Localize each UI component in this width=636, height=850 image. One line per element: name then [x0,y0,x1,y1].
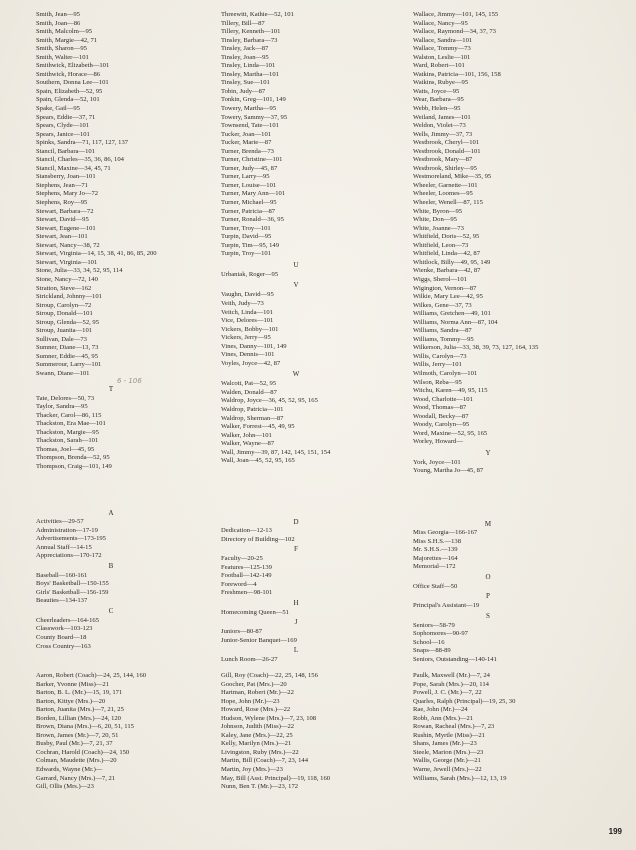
index-entry: Hartman, Robert (Mr.)—22 [221,689,294,697]
index-entry: Stancil, Barbara—101 [36,147,95,155]
index-entry: Busby, Paul (Mr.)—7, 21, 37 [36,740,113,748]
index-entry: Spears, Clyde—101 [36,122,90,130]
index-entry: Spears, Eddie—37, 71 [36,113,96,121]
index-entry: Powell, J. C. (Mr.)—7, 22 [413,689,482,697]
topic-entry: Mr. S.H.S.—139 [413,546,458,554]
faculty-index-column-3 [413,672,515,783]
index-entry: Word, Maxine—52, 95, 165 [413,429,488,437]
index-entry: Robb, Ann (Mrs.)—21 [413,714,474,722]
index-entry: Urbaniak, Roger—95 [221,270,279,278]
index-entry: Tinsley, Jack—87 [221,45,269,53]
index-entry: Smith, Joan—86 [36,19,81,27]
index-entry: Williams, Norma Ann—87, 104 [413,318,498,326]
index-entry: Spain, Glenda—52, 101 [36,96,100,104]
index-entry: Westbrook, Donald—101 [413,147,481,155]
index-entry: White, Byron—95 [413,207,463,215]
index-entry: Warne, Jewell (Mrs.)—22 [413,766,482,774]
topic-entry: Freshmen—98-101 [221,589,273,597]
topic-entry: Beauties—134-137 [36,597,88,605]
index-entry: Pope, Sarah (Mrs.)—20, 114 [413,680,489,688]
index-entry: Stewart, Barbara—72 [36,207,94,215]
index-entry: Wigington, Vernon—87 [413,284,477,292]
index-entry: Williams, Gretchen—49, 101 [413,310,491,318]
index-entry: Waldrop, Joyce—36, 45, 52, 95, 165 [221,397,318,405]
letter-heading-y: Y [485,448,491,457]
index-entry: Stewart, Virginia—101 [36,258,98,266]
index-entry: Tucker, Joan—101 [221,130,272,138]
index-entry: Wilson, Reba—95 [413,378,462,386]
index-entry: Turner, Larry—95 [221,173,270,181]
topic-entry: Seniors—58-79 [413,621,455,629]
index-entry: Wallace, Tommy—73 [413,45,471,53]
index-entry: Stewart, Eugene—101 [36,224,96,232]
index-entry: Tobin, Judy—87 [221,87,266,95]
index-entry: Stratton, Steve—162 [36,284,92,292]
topic-letter-heading: S [486,611,490,620]
index-entry: Turner, Michael—95 [221,199,277,207]
topic-letter-heading: J [294,618,298,627]
index-entry: Sumner, Eddie—45, 95 [36,352,99,360]
topic-entry: Girls' Basketball—156-159 [36,588,109,596]
index-entry: Shans, James (Mr.)—23 [413,740,477,748]
index-entry: Walker, John—101 [221,431,272,439]
topic-letter-heading: A [108,509,114,517]
index-entry: Sumner, Diane—13, 73 [36,344,99,352]
index-entry: Wilkie, Mary Lee—42, 95 [413,293,483,301]
topic-letter-heading: O [485,572,491,581]
index-entry: Wear, Barbara—95 [413,96,464,104]
index-entry: Wall, Joan—45, 52, 95, 165 [221,457,295,465]
index-entry: Stone, Julia—33, 34, 52, 95, 114 [36,267,123,275]
index-entry: Wilkerson, Julia—33, 38, 39, 73, 127, 164, 135 [413,344,539,352]
index-entry: Southern, Donna Lee—101 [36,79,109,87]
index-entry: Thompson, Brenda—52, 95 [36,454,110,462]
topic-entry: Snaps—88-89 [413,647,451,655]
index-entry: Stancil, Charles—35, 36, 86, 104 [36,156,124,164]
index-entry: Walker, Wayne—87 [221,440,275,448]
index-entry: Barton, Juanita (Mrs.)—7, 21, 25 [36,706,124,714]
index-entry: Turner, Louise—101 [221,181,277,189]
index-entry: Waldrop, Patricia—101 [221,405,284,413]
topic-entry: Lunch Room—26-27 [221,656,278,664]
letter-heading-v: V [293,281,299,290]
index-entry: Turner, Ronald—36, 95 [221,216,284,224]
index-entry: Wilmoth, Carolyn—101 [413,369,478,377]
index-entry: Ward, Robert—101 [413,62,465,70]
index-entry: Turner, Christine—101 [221,156,283,164]
topic-entry: Cheerleaders—164-165 [36,616,99,624]
index-entry: Woody, Carolyn—95 [413,421,470,429]
topic-entry: County Board—18 [36,634,87,642]
index-entry: Strickland, Johnny—101 [36,293,102,301]
index-entry: Smithwick, Elizabeth—101 [36,62,110,70]
index-entry: Smith, Margie—42, 71 [36,36,98,44]
topic-letter-heading: M [484,520,492,528]
index-entry: Walker, Forrest—45, 49, 95 [221,423,295,431]
index-entry: Walcott, Pat—52, 95 [221,380,277,388]
index-entry: Barker, Yvonne (Miss)—21 [36,680,109,688]
index-entry: Towery, Martha—95 [221,105,277,113]
index-entry: Swann, Diane—101 [36,369,90,377]
index-entry: Johnson, Judith (Miss)—22 [221,723,295,731]
index-entry: Stone, Nancy—72, 140 [36,275,98,283]
topic-letter-heading: F [294,545,298,554]
index-entry: Smith, Walter—101 [36,53,89,61]
index-entry: Vice, Delores—101 [221,317,274,325]
index-entry: Worley, Howard— [413,438,463,446]
index-entry: Stewart, Virginia—14, 15, 38, 41, 86, 85, 200 [36,250,157,258]
topic-entry: Activities—29-57 [36,518,84,525]
index-entry: Vines, Danny—101, 149 [221,342,287,350]
index-entry: Turner, Patricia—87 [221,207,276,215]
index-entry: Taylor, Sandra—95 [36,403,88,411]
index-entry: Rowan, Racheal (Mrs.)—7, 23 [413,723,495,731]
index-entry: Brown, James (Mr.)—7, 20, 51 [36,731,119,739]
index-entry: Vickers, Jerry—95 [221,334,271,342]
topic-entry: Miss Georgia—166-167 [413,529,478,536]
index-entry: Tonkin, Greg—101, 149 [221,96,286,104]
index-entry: Howard, Rose (Mrs.)—22 [221,706,291,714]
topic-entry: Principal's Assistant—19 [413,602,480,610]
index-entry: Young, Martha Jo—45, 87 [413,467,484,475]
faculty-index-column-2 [221,672,330,792]
student-index-column-3 [413,11,563,476]
index-entry: Garrard, Nancy (Mrs.)—7, 21 [36,774,116,782]
index-entry: Wheeler, Loomes—95 [413,190,473,198]
index-entry: Williams, Sarah (Mrs.)—12, 13, 19 [413,774,507,782]
topic-entry: Dedication—12-13 [221,527,272,534]
index-entry: Wallace, Raymond—34, 37, 73 [413,28,496,36]
index-entry: Thackston, Era Mae—101 [36,420,106,428]
index-entry: Turner, Judy—45, 87 [221,164,278,172]
index-entry: Webb, Helen—95 [413,105,461,113]
index-entry: Wallace, Jimmy—101, 145, 155 [413,11,499,18]
topic-letter-heading: H [293,598,299,607]
topic-entry: Football—142-149 [221,572,272,580]
index-entry: Edwards, Wayne (Mr.)— [36,766,103,774]
topic-entry: Sophomores—90-97 [413,630,468,638]
index-entry: Thompson, Craig—101, 149 [36,462,112,470]
index-entry: Kelly, Marilyn (Mrs.)—21 [221,740,292,748]
index-entry: Westmoreland, Mike—35, 95 [413,173,492,181]
index-entry: Thackston, Sarah—101 [36,437,99,445]
index-entry: Wheeler, Garnette—101 [413,181,478,189]
topic-entry: Junior-Senior Banquet—169 [221,636,297,644]
index-entry: Kaley, Jane (Mrs.)—22, 25 [221,731,293,739]
letter-heading-w: W [292,370,300,379]
index-entry: Whitfield, Linda—42, 87 [413,250,481,258]
index-entry: Weiland, James—101 [413,113,471,121]
index-entry: Rae, John (Mr.)—24 [413,706,468,714]
index-entry: Summerour, Larry—101 [36,361,102,369]
index-entry: Nunn, Ben T. (Mr.)—23, 172 [221,783,299,791]
index-entry: York, Joyce—101 [413,458,461,466]
index-entry: Westbrook, Cheryl—101 [413,139,480,147]
topic-entry: Administration—17-19 [36,526,98,534]
index-entry: Aaron, Robert (Coach)—24, 25, 144, 160 [36,672,147,679]
index-entry: Walden, Donald—87 [221,388,277,396]
topic-entry: Baseball—160-161 [36,571,88,579]
index-entry: Williams, Sandra—87 [413,327,472,335]
index-entry: Wienke, Barbara—42, 87 [413,267,481,275]
index-entry: Tinsley, Martha—101 [221,70,279,78]
topic-letter-heading: L [293,646,299,655]
index-entry: Wood, Thomas—87 [413,404,467,412]
index-entry: Turner, Brenda—73 [221,147,274,155]
index-entry: Wells, Jimmy—37, 73 [413,130,473,138]
index-entry: Thomas, Joel—45, 95 [36,445,95,453]
index-entry: Gill, Roy (Coach)—22, 25, 148, 156 [221,672,318,679]
topic-entry: Office Staff—50 [413,582,458,590]
index-entry: Watkins, Patricia—101, 156, 158 [413,70,501,78]
index-entry: Gill, Ollis (Mrs.)—23 [36,783,94,791]
index-entry: Willis, Carolyn—73 [413,352,467,360]
index-entry: Tinsley, Sue—101 [221,79,270,87]
index-entry: Barton, B. L. (Mr.)—15, 19, 171 [36,689,123,697]
index-entry: Barton, Kittye (Mrs.)—20 [36,697,106,705]
index-entry: Westbrook, Shirley—95 [413,164,477,172]
index-entry: Thackston, Margie—95 [36,428,99,436]
topic-entry: Seniors, Outstanding—140-141 [413,656,497,664]
index-entry: Smith, Malcolm—95 [36,28,93,36]
topic-letter-heading: C [108,606,114,615]
topic-entry: Juniors—80-87 [221,628,263,636]
index-entry: Stroup, Donald—101 [36,310,93,318]
index-entry: Smith, Jean—95 [36,11,80,18]
index-entry: Veitch, Linda—101 [221,308,274,316]
index-entry: Turpin, Tim—95, 149 [221,241,280,249]
index-entry: Tucker, Marie—87 [221,139,272,147]
index-entry: Stroup, Carolyn—72 [36,301,92,309]
topic-entry: Boys' Basketball—150-155 [36,580,109,588]
index-entry: Stancil, Maxine—34, 45, 71 [36,164,111,172]
index-entry: Brown, Diana (Mrs.)—6, 20, 51, 115 [36,723,134,731]
index-entry: Smith, Sharon—95 [36,45,87,53]
index-entry: Spain, Elizabeth—52, 95 [36,87,103,95]
index-entry: Stewart, David—95 [36,216,89,224]
index-entry: White, Joanne—73 [413,224,464,232]
topic-index-column-2 [221,518,371,665]
index-entry: Smithwick, Horace—86 [36,70,101,78]
topic-entry: Features—125-139 [221,563,272,571]
index-entry: Spears, Janice—101 [36,130,90,138]
index-entry: Walston, Leslie—101 [413,53,471,61]
index-entry: Turpin, Troy—101 [221,250,271,258]
topic-entry: Cross Country—163 [36,642,91,650]
pencil-annotation: 6 - 106 [117,377,142,385]
index-entry: Tate, Delores—50, 73 [36,394,95,402]
index-entry: Hope, John (Mr.)—23 [221,697,280,705]
topic-entry: Foreword—4 [221,580,257,588]
index-entry: May, Bill (Asst. Principal)—19, 118, 160 [221,774,331,782]
index-entry: Quarles, Ralph (Principal)—19, 25, 30 [413,697,516,705]
index-entry: Tinsley, Linda—101 [221,62,276,70]
index-entry: Stroup, Glenda—52, 95 [36,318,100,326]
topic-entry: School—16 [413,638,445,646]
index-entry: Tillery, Kenneth—101 [221,28,281,36]
index-entry: Wheeler, Wenell—87, 115 [413,199,483,207]
index-entry: Wood, Charlotte—101 [413,395,473,403]
index-entry: Weldon, Violet—73 [413,122,466,130]
index-entry: Wallace, Nancy—95 [413,19,468,27]
index-entry: Willis, Jerry—101 [413,361,462,369]
topic-entry: Miss S.H.S.—138 [413,537,462,545]
letter-heading-t: T [108,384,114,393]
index-entry: Stansberry, Joan—101 [36,173,96,181]
index-entry: Veith, Judy—73 [221,299,264,307]
index-entry: Threewitt, Kathie—52, 101 [221,11,294,18]
index-entry: Turner, Mary Ann—101 [221,190,286,198]
faculty-index-column-1 [36,672,146,792]
topic-entry: Appreciations—170-172 [36,552,102,560]
topic-entry: Classwork—103-123 [36,625,93,633]
index-entry: Vines, Dennis—101 [221,351,275,359]
topic-entry: Faculty—20-25 [221,555,263,563]
topic-entry: Homecoming Queen—51 [221,608,289,616]
index-entry: Wilkes, Gene—37, 73 [413,301,472,309]
index-entry: Wall, Jimmy—39, 87, 142, 145, 151, 154 [221,448,331,456]
index-entry: Wallace, Sandra—101 [413,36,473,44]
student-index-column-1 [36,11,186,471]
index-entry: White, Don—95 [413,216,457,224]
index-entry: Stephens, Roy—95 [36,199,88,207]
index-entry: Witchu, Karen—49, 95, 115 [413,387,488,395]
index-entry: Paulk, Maxwell (Mr.)—7, 24 [413,672,490,679]
topic-letter-heading: P [486,592,490,601]
topic-entry: Annual Staff—14-15 [36,543,92,551]
topic-entry: Memorial—172 [413,563,456,571]
index-entry: Watkins, Rubye—95 [413,79,469,87]
index-entry: Watts, Joyce—95 [413,87,460,95]
topic-letter-heading: D [293,518,299,526]
index-entry: Livingston, Ruby (Mrs.)—22 [221,748,299,756]
index-entry: Sullivan, Dale—73 [36,335,87,343]
index-entry: Steele, Marion (Mrs.)—23 [413,748,484,756]
index-entry: Stroup, Juanita—101 [36,327,93,335]
index-entry: Vaughn, David—95 [221,291,274,299]
topic-entry: Majorettes—164 [413,554,458,562]
topic-index-column-3 [413,520,563,665]
index-entry: Stephens, Jean—71 [36,181,89,189]
index-entry: Vickers, Bobby—101 [221,325,279,333]
index-entry: Whitfield, Leon—73 [413,241,469,249]
page-number: 199 [608,827,622,836]
index-entry: Westbrook, Mary—87 [413,156,473,164]
index-entry: Stephens, Mary Jo—72 [36,190,99,198]
index-entry: Waldrop, Sherman—87 [221,414,284,422]
index-entry: Spake, Gail—95 [36,105,80,113]
index-entry: Whitfield, Doris—52, 95 [413,233,480,241]
index-entry: Whitlock, Billy—49, 95, 149 [413,258,491,266]
index-entry: Stewart, Jean—101 [36,233,88,241]
index-entry: Woodall, Becky—87 [413,412,469,420]
index-entry: Voyles, Joyce—42, 87 [221,359,281,367]
index-entry: Tinsley, Barbara—73 [221,36,278,44]
index-entry: Rushin, Myrtle (Miss)—21 [413,731,485,739]
index-entry: Turpin, David—95 [221,233,272,241]
index-entry: Towery, Sammy—37, 95 [221,113,288,121]
index-entry: Thacker, Carol—86, 115 [36,411,102,419]
student-index-column-2 [221,11,371,466]
index-entry: Wiggs, Sherol—101 [413,275,467,283]
index-entry: Townsend, Tate—101 [221,122,279,130]
letter-heading-u: U [293,260,299,269]
index-entry: Spinks, Sandra—71, 117, 127, 137 [36,139,129,147]
index-entry: Stewart, Nancy—38, 72 [36,241,100,249]
topic-index-column-1 [36,509,186,651]
index-entry: Hudson, Wylene (Mrs.)—7, 23, 108 [221,714,317,722]
index-entry: Williams, Tommy—95 [413,335,474,343]
index-entry: Colman, Maudette (Mrs.)—20 [36,757,117,765]
index-entry: Borden, Lillian (Mrs.)—24, 120 [36,714,121,722]
topic-entry: Directory of Building—102 [221,535,295,543]
index-entry: Martin, Joy (Mrs.)—23 [221,766,283,774]
index-entry: Tillery, Bill—87 [221,19,265,27]
index-entry: Wallis, George (Mr.)—21 [413,757,481,765]
index-entry: Turner, Troy—101 [221,224,271,232]
topic-letter-heading: B [108,561,114,570]
index-entry: Goocher, Pat (Mrs.)—20 [221,680,287,688]
index-entry: Martin, Bill (Coach)—7, 23, 144 [221,757,308,765]
index-entry: Cochran, Harold (Coach)—24, 150 [36,748,130,756]
index-entry: Tinsley, Joan—95 [221,53,269,61]
topic-entry: Advertisements—173-195 [36,535,106,543]
